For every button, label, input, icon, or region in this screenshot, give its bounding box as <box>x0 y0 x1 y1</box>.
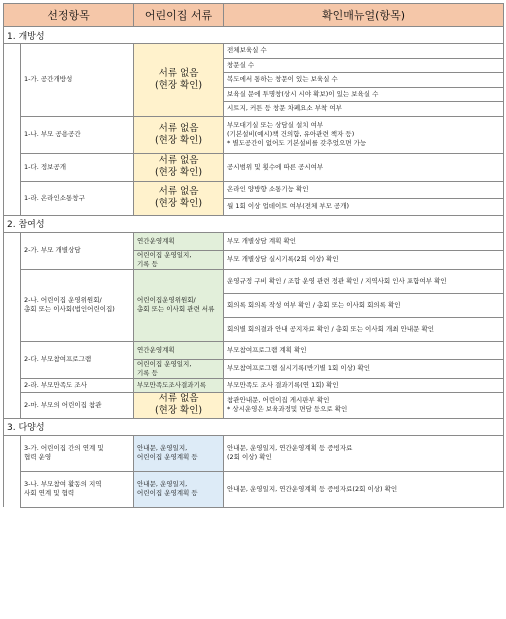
item-label: 3-가. 어린이집 간의 연계 및 협력 운영 <box>21 435 134 471</box>
item-label: 2-가. 부모 개별상담 <box>21 232 134 269</box>
check-item: 안내문, 운영일지, 연간운영계획 등 증빙자료(2회 이상) 확인 <box>224 471 504 507</box>
item-label: 2-다. 부모참여프로그램 <box>21 341 134 378</box>
check-item: 보육실 문에 투명창(상시 시야 확보)이 있는 보육실 수 <box>224 87 504 102</box>
section-row <box>4 215 504 232</box>
check-item: 운영규정 구비 확인 / 조합 운영 관련 정관 확인 / 지역사회 인사 포함여부 확인 <box>224 269 504 293</box>
document-cell: 연간운영계획 <box>134 341 224 359</box>
check-item: 온라인 양방향 소통기능 확인 <box>224 181 504 198</box>
document-cell: 서류 없음 (현장 확인) <box>134 392 224 418</box>
check-item: 복도에서 통하는 창문이 있는 보육실 수 <box>224 73 504 88</box>
check-item: 회의록 회의록 작성 여부 확인 / 총회 또는 이사회 회의록 확인 <box>224 293 504 317</box>
document-cell: 안내문, 운영일지, 어린이집 운영계획 등 <box>134 471 224 507</box>
checklist-table <box>3 3 504 508</box>
document-cell: 어린이집 운영일지, 기록 등 <box>134 250 224 269</box>
check-item: 전체보육실 수 <box>224 44 504 59</box>
check-item: 안내문, 운영일지, 연간운영계획 등 증빙자료 (2회 이상) 확인 <box>224 435 504 471</box>
document-cell: 서류 없음 (현장 확인) <box>134 116 224 153</box>
table-row <box>4 232 504 250</box>
check-item: 시트지, 커튼 등 창문 차폐요소 부착 여부 <box>224 102 504 117</box>
section-title: 2. 참여성 <box>4 215 504 232</box>
table-row <box>4 44 504 59</box>
item-label: 2-나. 어린이집 운영위원회/ 총회 또는 이사회(법인어린이집) <box>21 269 134 341</box>
check-item: 참관안내문, 어린이집 게시판부 확인 * 상시운영은 보육과정및 면담 등으로 확인 <box>224 392 504 418</box>
check-item: 부모 개별상담 실시기록(2회 이상) 확인 <box>224 250 504 269</box>
document-cell: 어린이집 운영일지, 기록 등 <box>134 359 224 378</box>
document-cell: 부모만족도조사결과기록 <box>134 378 224 392</box>
document-cell: 연간운영계획 <box>134 232 224 250</box>
table-row <box>4 269 504 293</box>
item-label: 1-다. 정보공개 <box>21 153 134 181</box>
item-label: 2-마. 부모의 어린이집 참관 <box>21 392 134 418</box>
document-cell: 서류 없음 (현장 확인) <box>134 44 224 117</box>
section-title: 1. 개방성 <box>4 27 504 44</box>
indent-cell <box>4 232 21 418</box>
document-cell: 서류 없음 (현장 확인) <box>134 181 224 215</box>
header-docs: 어린이집 서류 <box>134 4 224 27</box>
table-row <box>4 116 504 153</box>
table-row <box>4 153 504 181</box>
header-row <box>4 4 504 27</box>
check-item: 회의별 회의결과 안내 공지자료 확인 / 총회 또는 이사회 개최 안내문 확인 <box>224 317 504 341</box>
indent-cell <box>4 435 21 507</box>
item-label: 1-나. 부모 공용공간 <box>21 116 134 153</box>
table-row <box>4 378 504 392</box>
check-item: 부모만족도 조사 결과기록(연 1회) 확인 <box>224 378 504 392</box>
check-item: 월 1회 이상 업데이트 여부(전체 부모 공개) <box>224 198 504 215</box>
item-label: 1-라. 온라인소통창구 <box>21 181 134 215</box>
item-label: 1-가. 공간개방성 <box>21 44 134 117</box>
item-label: 2-라. 부모만족도 조사 <box>21 378 134 392</box>
section-row <box>4 418 504 435</box>
indent-cell <box>4 44 21 216</box>
table-row <box>4 392 504 418</box>
document-cell: 안내문, 운영일지, 어린이집 운영계획 등 <box>134 435 224 471</box>
section-row <box>4 27 504 44</box>
document-cell: 서류 없음 (현장 확인) <box>134 153 224 181</box>
section-title: 3. 다양성 <box>4 418 504 435</box>
header-item: 선정항목 <box>4 4 134 27</box>
document-cell: 어린이집운영위원회/ 총회 또는 이사회 관련 서류 <box>134 269 224 341</box>
check-item: 부모 개별상담 계획 확인 <box>224 232 504 250</box>
check-item: 부모참여프로그램 계획 확인 <box>224 341 504 359</box>
check-item: 부모참여프로그램 실시기록(반기별 1회 이상) 확인 <box>224 359 504 378</box>
check-item: 창문실 수 <box>224 58 504 73</box>
table-row <box>4 435 504 471</box>
checklist-table-container <box>3 3 503 508</box>
check-item: 부모대기실 또는 상담실 설치 여부 (기본설비(예시)책 건의함, 유아관련 책자 등) * 별도공간이 없어도 기본설비를 갖추었으면 가능 <box>224 116 504 153</box>
item-label: 3-나. 부모참여 활동의 지역 사회 연계 및 협력 <box>21 471 134 507</box>
table-row <box>4 181 504 198</box>
header-manual: 확인매뉴얼(항목) <box>224 4 504 27</box>
check-item: 공시범위 및 횟수에 따른 공시여부 <box>224 153 504 181</box>
table-row <box>4 341 504 359</box>
table-row <box>4 471 504 507</box>
